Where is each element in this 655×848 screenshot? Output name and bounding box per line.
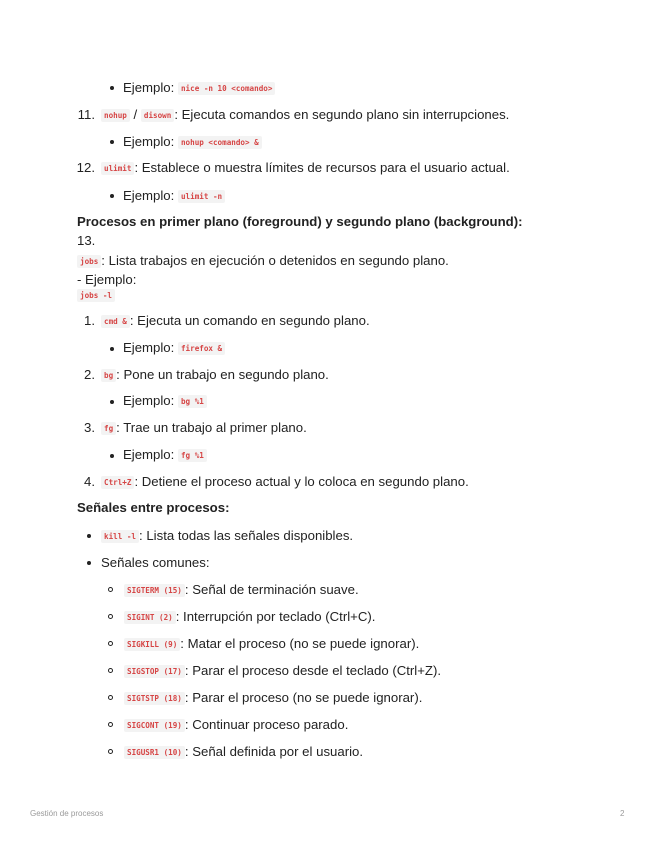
item-text: : Ejecuta comandos en segundo plano sin interrupciones. [174,107,510,122]
code-snippet: disown [141,109,174,122]
code-snippet: nohup [101,109,130,122]
example-prefix: - Ejemplo: [77,272,137,287]
sub-bullet [108,722,113,727]
code-snippet: SIGINT (2) [124,611,176,624]
code-snippet: jobs [77,255,101,268]
separator: / [133,107,138,122]
code-snippet: SIGTERM (15) [124,584,185,597]
sub-bullet [108,749,113,754]
bullet [110,400,114,404]
example-line [123,133,262,152]
list-number: 11. [77,107,95,122]
sub-bullet [108,641,113,646]
example-label: Ejemplo: [123,447,175,462]
bullet [110,347,114,351]
example-label: Ejemplo: [123,393,175,408]
code-snippet: SIGTSTP (18) [124,692,185,705]
sub-bullet [108,614,113,619]
item-text: : Trae un trabajo al primer plano. [116,420,307,435]
item-text: : Lista todas las señales disponibles. [139,528,354,543]
list-number: 12. [76,160,95,175]
section-heading: Señales entre procesos: [77,500,230,515]
kill-line [101,527,353,546]
code-snippet: SIGCONT (19) [124,719,185,732]
section-heading: Procesos en primer plano (foreground) y segundo plano (background): [77,214,523,229]
list-item [101,419,307,438]
code-snippet: SIGSTOP (17) [124,665,185,678]
example-code-line [77,286,115,305]
item-text: : Lista trabajos en ejecución o detenidos en segundo plano. [101,253,449,268]
item-text: : Ejecuta un comando en segundo plano. [129,313,370,328]
footer-title: Gestión de procesos [30,809,104,818]
example-label: Ejemplo: [123,188,175,203]
code-snippet: nice -n 10 <comando> [178,82,275,95]
list-number: 1. [84,313,95,328]
code-snippet: kill -l [101,530,139,543]
code-snippet: bg [101,369,116,382]
item-text: : Pone un trabajo en segundo plano. [116,367,329,382]
code-snippet: SIGKILL (9) [124,638,180,651]
code-snippet: nohup <comando> & [178,136,262,149]
list-number: 4. [84,474,95,489]
list-item-nohup [101,106,509,125]
signal-item [124,608,375,627]
item-text: : Continuar proceso parado. [184,717,349,732]
code-snippet: ulimit -n [178,190,225,203]
item-text: : Señal de terminación suave. [184,582,359,597]
list-number: 3. [84,420,95,435]
list-item [101,366,329,385]
bullet [110,454,114,458]
list-number: 13. [77,233,96,248]
signal-item [124,581,359,600]
item-text: : Parar el proceso desde el teclado (Ctrl+Z). [184,663,442,678]
code-snippet: fg %1 [178,449,207,462]
bullet [110,194,114,198]
item-text: : Establece o muestra límites de recursos para el usuario actual. [134,160,510,175]
sub-bullet [108,668,113,673]
item-text: : Señal definida por el usuario. [184,744,364,759]
list-item [101,312,370,331]
code-snippet: ulimit [101,162,134,175]
example-label: Ejemplo: [123,80,175,95]
code-snippet: cmd & [101,315,130,328]
example-line [123,79,275,98]
example-line [123,339,225,358]
example-label: Ejemplo: [123,340,175,355]
signal-item [124,743,363,762]
example-line [123,446,207,465]
list-number: 2. [84,367,95,382]
bullet [110,140,114,144]
example-label: Ejemplo: [123,134,175,149]
signal-item [124,716,348,735]
code-snippet: bg %1 [178,395,207,408]
jobs-line [77,252,449,271]
code-snippet: firefox & [178,342,225,355]
signal-item [124,689,422,708]
signal-item [124,635,419,654]
code-snippet: Ctrl+Z [101,476,134,489]
list-item [101,473,469,492]
item-text: : Matar el proceso (no se puede ignorar). [180,636,420,651]
code-snippet: jobs -l [77,289,115,302]
item-text: : Interrupción por teclado (Ctrl+C). [175,609,376,624]
example-line [123,392,207,411]
item-text: : Detiene el proceso actual y lo coloca en segundo plano. [134,474,469,489]
code-snippet: SIGUSR1 (10) [124,746,185,759]
example-line [123,187,225,206]
code-snippet: fg [101,422,116,435]
signal-item [124,662,441,681]
bullet [87,534,91,538]
item-text: : Parar el proceso (no se puede ignorar). [184,690,423,705]
list-item-ulimit [101,159,510,178]
bullet [87,561,91,565]
sub-bullet [108,587,113,592]
sub-bullet [108,695,113,700]
bullet [110,86,114,90]
page-number: 2 [620,809,625,818]
common-signals-label: Señales comunes: [101,555,210,570]
